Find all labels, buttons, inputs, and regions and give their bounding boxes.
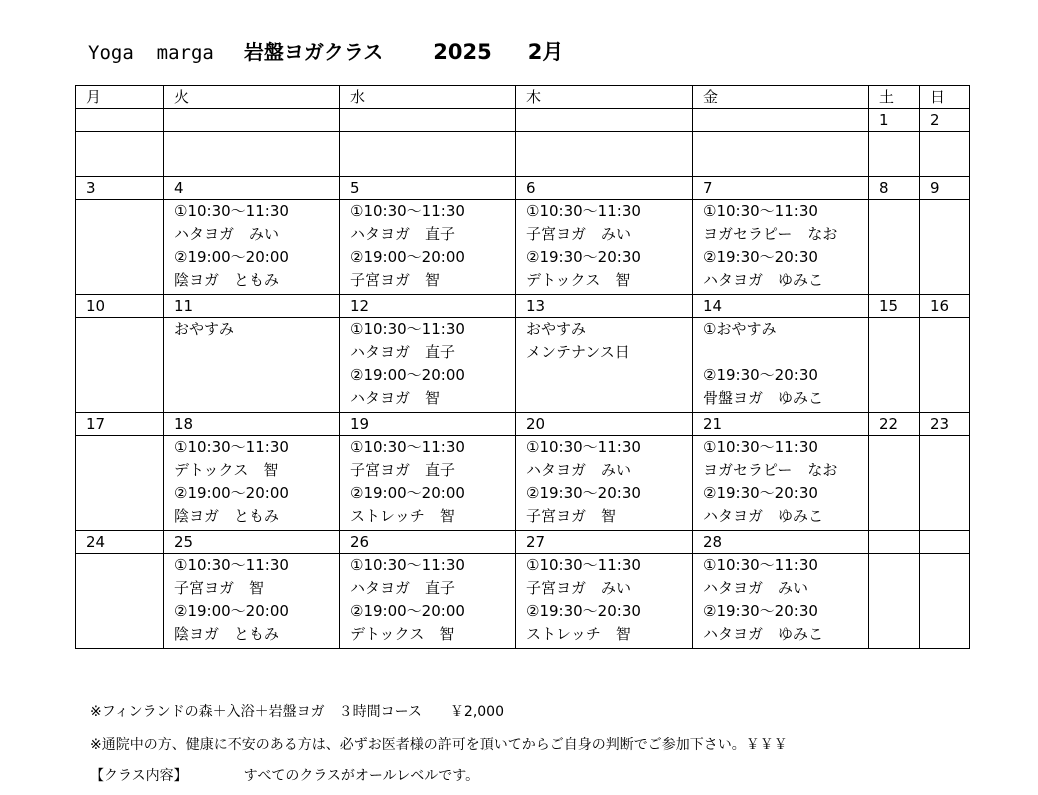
class-entry: ストレッチ 智 [526, 625, 631, 643]
class-row [76, 132, 970, 177]
class-cell [164, 132, 340, 177]
class-entry: ハタヨガ 智 [350, 389, 441, 407]
class-entry: ①10:30～11:30 [526, 438, 641, 456]
date-cell: 15 [869, 295, 920, 318]
class-entry: ①10:30～11:30 [350, 438, 465, 456]
class-entry: ②19:30～20:30 [703, 602, 818, 620]
class-entry: ②19:00～20:00 [350, 602, 465, 620]
date-cell: 22 [869, 413, 920, 436]
class-entry: おやすみ [526, 320, 587, 338]
class-row [76, 554, 970, 649]
class-entry: 骨盤ヨガ ゆみこ [703, 389, 824, 407]
class-entry: ハタヨガ みい [174, 225, 280, 243]
date-cell: 11 [164, 295, 340, 318]
weekday-header: 日 [920, 86, 970, 109]
class-entry: ハタヨガ 直子 [350, 579, 456, 597]
class-cell [920, 200, 970, 295]
date-cell [76, 109, 164, 132]
schedule-calendar [75, 85, 970, 649]
class-cell [920, 318, 970, 413]
date-cell [693, 109, 869, 132]
class-entry: ②19:00～20:00 [174, 248, 289, 266]
class-entry: ②19:00～20:00 [350, 484, 465, 502]
date-cell: 6 [516, 177, 693, 200]
class-cell [869, 200, 920, 295]
month: 2月 [527, 40, 564, 64]
class-entry: ①10:30～11:30 [174, 202, 289, 220]
class-cell [340, 436, 516, 531]
class-entry: ①10:30～11:30 [703, 556, 818, 574]
studio-name: Yoga marga [88, 42, 214, 64]
class-row [76, 200, 970, 295]
date-cell: 27 [516, 531, 693, 554]
class-entry: ②19:30～20:30 [703, 484, 818, 502]
class-cell [76, 200, 164, 295]
date-row [76, 177, 970, 200]
class-entry: ②19:00～20:00 [350, 248, 465, 266]
date-cell: 5 [340, 177, 516, 200]
date-cell: 16 [920, 295, 970, 318]
class-cell [340, 318, 516, 413]
class-entry: ハタヨガ 直子 [350, 343, 456, 361]
date-cell: 23 [920, 413, 970, 436]
class-name: 岩盤ヨガクラス [243, 40, 384, 64]
date-cell: 4 [164, 177, 340, 200]
class-entry: デトックス 智 [526, 271, 631, 289]
class-cell [693, 132, 869, 177]
date-cell [340, 109, 516, 132]
class-entry: おやすみ [174, 320, 235, 338]
class-entry: 子宮ヨガ みい [526, 579, 632, 597]
class-level-text: すべてのクラスがオールレベルです。 [243, 768, 480, 784]
class-entry: ハタヨガ 直子 [350, 225, 456, 243]
class-entry: ハタヨガ みい [526, 461, 632, 479]
class-entry: ①おやすみ [703, 320, 777, 338]
date-cell: 8 [869, 177, 920, 200]
class-entry: ヨガセラピー なお [703, 225, 838, 243]
class-cell [516, 318, 693, 413]
class-cell [516, 554, 693, 649]
date-row [76, 413, 970, 436]
class-cell [76, 132, 164, 177]
class-cell [516, 436, 693, 531]
date-cell: 17 [76, 413, 164, 436]
class-cell [869, 132, 920, 177]
class-cell [920, 436, 970, 531]
class-entry: ①10:30～11:30 [350, 320, 465, 338]
class-cell [869, 436, 920, 531]
date-cell: 1 [869, 109, 920, 132]
date-cell: 2 [920, 109, 970, 132]
class-entry: ①10:30～11:30 [350, 556, 465, 574]
class-entry: デトックス 智 [174, 461, 279, 479]
note-class-level [90, 765, 479, 785]
date-cell: 26 [340, 531, 516, 554]
class-entry: 陰ヨガ ともみ [174, 507, 280, 525]
date-cell: 13 [516, 295, 693, 318]
class-cell [340, 200, 516, 295]
page-title [88, 36, 563, 66]
date-cell: 24 [76, 531, 164, 554]
class-entry: 子宮ヨガ 直子 [350, 461, 456, 479]
class-entry: ②19:00～20:00 [174, 602, 289, 620]
class-cell [164, 554, 340, 649]
date-cell [869, 531, 920, 554]
weekday-header: 木 [516, 86, 693, 109]
note-course-price: ※フィンランドの森＋入浴＋岩盤ヨガ ３時間コース ￥2,000 [90, 704, 504, 720]
class-cell [920, 132, 970, 177]
weekday-header-row [76, 86, 970, 109]
class-entry: ②19:30～20:30 [703, 366, 818, 384]
date-row [76, 109, 970, 132]
class-entry: ①10:30～11:30 [526, 556, 641, 574]
class-cell [76, 318, 164, 413]
date-cell: 20 [516, 413, 693, 436]
class-cell [516, 200, 693, 295]
date-cell: 10 [76, 295, 164, 318]
date-cell: 18 [164, 413, 340, 436]
date-cell: 25 [164, 531, 340, 554]
class-cell [693, 318, 869, 413]
class-entry: ①10:30～11:30 [174, 556, 289, 574]
weekday-header: 火 [164, 86, 340, 109]
class-cell [340, 132, 516, 177]
date-cell [920, 531, 970, 554]
class-entry: ハタヨガ ゆみこ [703, 271, 824, 289]
date-row [76, 531, 970, 554]
class-entry: デトックス 智 [350, 625, 455, 643]
note-medical-caution: ※通院中の方、健康に不安のある方は、必ずお医者様の許可を頂いてからご自身の判断でご参加下さい。￥￥￥ [90, 737, 788, 753]
class-entry: 子宮ヨガ みい [526, 225, 632, 243]
class-entry: ①10:30～11:30 [703, 438, 818, 456]
date-cell [164, 109, 340, 132]
class-entry: 子宮ヨガ 智 [174, 579, 265, 597]
class-entry: ①10:30～11:30 [174, 438, 289, 456]
date-cell: 7 [693, 177, 869, 200]
class-entry: ハタヨガ ゆみこ [703, 507, 824, 525]
class-cell [76, 554, 164, 649]
class-entry: ②19:30～20:30 [526, 602, 641, 620]
class-entry: ②19:30～20:30 [526, 484, 641, 502]
class-cell [693, 200, 869, 295]
date-row [76, 295, 970, 318]
class-entry: ②19:00～20:00 [174, 484, 289, 502]
class-cell [516, 132, 693, 177]
class-cell [340, 554, 516, 649]
date-cell: 12 [340, 295, 516, 318]
class-entry: メンテナンス日 [526, 343, 630, 361]
class-cell [164, 200, 340, 295]
class-entry: ②19:30～20:30 [703, 248, 818, 266]
class-entry [703, 341, 868, 364]
class-row [76, 318, 970, 413]
class-cell [920, 554, 970, 649]
class-entry: 陰ヨガ ともみ [174, 625, 280, 643]
class-entry: 子宮ヨガ 智 [350, 271, 441, 289]
class-entry: ①10:30～11:30 [703, 202, 818, 220]
class-cell [693, 436, 869, 531]
weekday-header: 土 [869, 86, 920, 109]
class-cell [164, 436, 340, 531]
class-entry: ①10:30～11:30 [526, 202, 641, 220]
class-entry: ②19:30～20:30 [526, 248, 641, 266]
class-cell [693, 554, 869, 649]
class-level-label: 【クラス内容】 [90, 768, 188, 784]
weekday-header: 金 [693, 86, 869, 109]
class-cell [76, 436, 164, 531]
date-cell: 21 [693, 413, 869, 436]
date-cell: 14 [693, 295, 869, 318]
date-cell: 3 [76, 177, 164, 200]
year: 2025 [433, 40, 492, 64]
class-cell [869, 318, 920, 413]
date-cell [516, 109, 693, 132]
class-cell [164, 318, 340, 413]
weekday-header: 水 [340, 86, 516, 109]
class-entry: ハタヨガ みい [703, 579, 809, 597]
date-cell: 28 [693, 531, 869, 554]
class-entry: ヨガセラピー なお [703, 461, 838, 479]
weekday-header: 月 [76, 86, 164, 109]
class-entry: 陰ヨガ ともみ [174, 271, 280, 289]
class-cell [869, 554, 920, 649]
class-entry: ストレッチ 智 [350, 507, 455, 525]
class-entry: ②19:00～20:00 [350, 366, 465, 384]
class-entry: 子宮ヨガ 智 [526, 507, 617, 525]
class-entry: ハタヨガ ゆみこ [703, 625, 824, 643]
date-cell: 9 [920, 177, 970, 200]
class-row [76, 436, 970, 531]
date-cell: 19 [340, 413, 516, 436]
class-entry: ①10:30～11:30 [350, 202, 465, 220]
